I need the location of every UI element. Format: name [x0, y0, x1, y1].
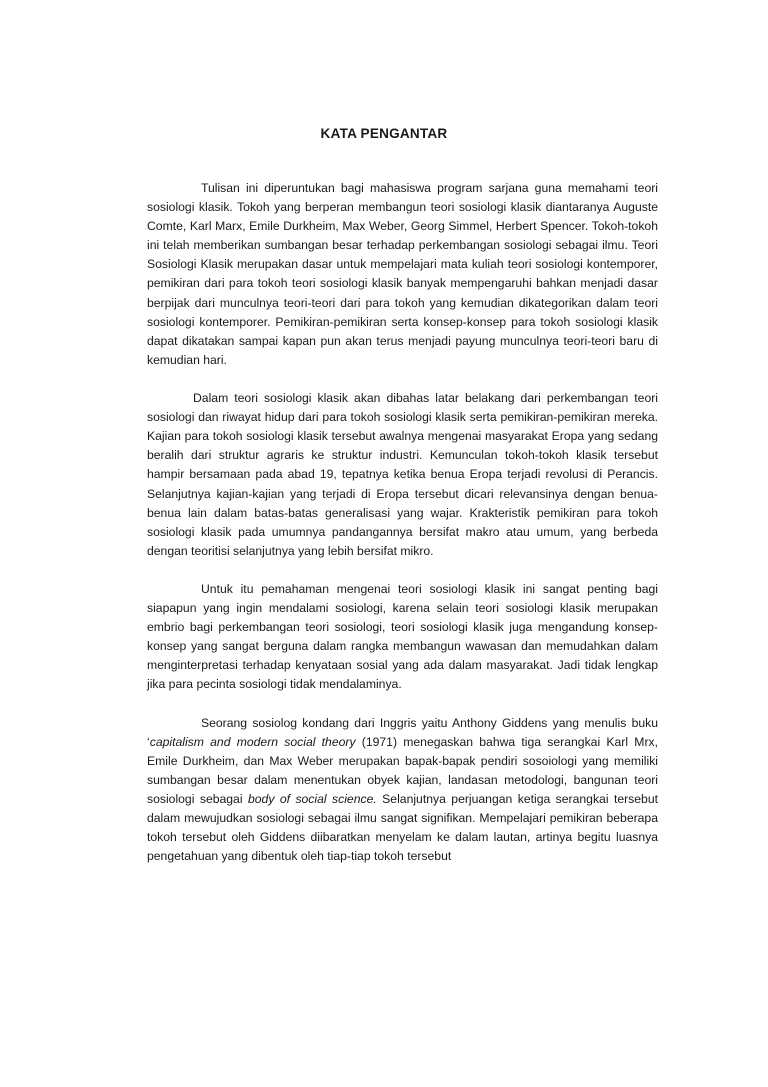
book-title-italic: capitalism and modern social theory	[149, 734, 356, 749]
paragraph-2: Dalam teori sosiologi klasik akan dibahas latar belakang dari perkembangan teori sosiologi dan riwayat hidup dari para tokoh sosiologi klasik serta pemikiran-pemikiran mereka. Kajian para tokoh sosiologi klasik tersebut awalnya mengenai masyarakat Eropa yang sedang beralih dari struktur agraris ke struktur industri. Kemunculan tokoh-tokoh klasik tersebut hampir bersamaan pada abad 19, tepatnya ketika benua Eropa terjadi revolusi di Perancis. Selanjutnya kajian-kajian yang terjadi di Eropa tersebut dicari relevansinya dengan benua-benua lain dalam batas-batas generalisasi yang wajar. Krakteristik pemikiran para tokoh sosiologi klasik pada umumnya pandangannya bersifat makro atau umum, yang berbeda dengan teoritisi selanjutnya yang lebih bersifat mikro.	[147, 391, 658, 558]
paragraph-4-text-1: Seorang sosiolog kondang dari Inggris yaitu Anthony Giddens yang menulis buku ‘	[147, 715, 658, 749]
paragraph-3: Untuk itu pemahaman mengenai teori sosiologi klasik ini sangat penting bagi siapapun yang ingin mendalami sosiologi, karena selain teori sosiologi klasik merupakan embrio bagi perkembangan teori sosiologi, teori sosiologi klasik juga mengandung konsep-konsep yang sangat berguna dalam rangka membangun wawasan dan memudahkan dalam menginterpretasi terhadap kenyataan sosial yang ada dalam masyarakat. Jadi tidak lengkap jika para pecinta sosiologi tidak mendalaminya.	[147, 581, 658, 692]
paragraph-4	[147, 714, 658, 867]
paragraph-1: Tulisan ini diperuntukan bagi mahasiswa program sarjana guna memahami teori sosiologi klasik. Tokoh yang berperan membangun teori sosiologi klasik diantaranya Auguste Comte, Karl Marx, Emile Durkheim, Max Weber, Georg Simmel, Herbert Spencer. Tokoh-tokoh ini telah memberikan sumbangan besar terhadap perkembangan sosiologi sebagai ilmu. Teori Sosiologi Klasik merupakan dasar untuk mempelajari mata kuliah teori sosiologi kontemporer, pemikiran dari para tokoh teori sosiologi klasik banyak mempengaruhi bahkan menjadi dasar berpijak dari munculnya teori-teori dari para tokoh yang kemudian dikategorikan dalam teori sosiologi kontemporer. Pemikiran-pemikiran serta konsep-konsep para tokoh sosiologi klasik dapat dikatakan sampai kapan pun akan terus menjadi payung munculnya teori-teori baru di kemudian hari.	[147, 181, 658, 367]
body-of-social-science-italic: body of social science.	[247, 792, 377, 806]
page-title: KATA PENGANTAR	[320, 126, 448, 141]
paragraph-4-text-3: Selanjutnya perjuangan ketiga serangkai tersebut dalam mewujudkan sosiologi sebagai ilmu sangat signifikan. Mempelajari pemikiran beberapa tokoh tersebut oleh Giddens diibaratkan menyelam ke dalam lautan, artinya begitu luasnya pengetahuan yang dibentuk oleh tiap-tiap tokoh tersebut	[147, 792, 658, 864]
document-body	[147, 179, 658, 866]
paragraph-4-text-2: (1971) menegaskan bahwa tiga serangkai Karl Mrx, Emile Durkheim, dan Max Weber merupakan bapak-bapak pendiri sosoiologi yang memiliki sumbangan besar dalam menentukan obyek kajian, landasan metodologi, bangunan teori sosiologi sebagai	[147, 734, 658, 806]
